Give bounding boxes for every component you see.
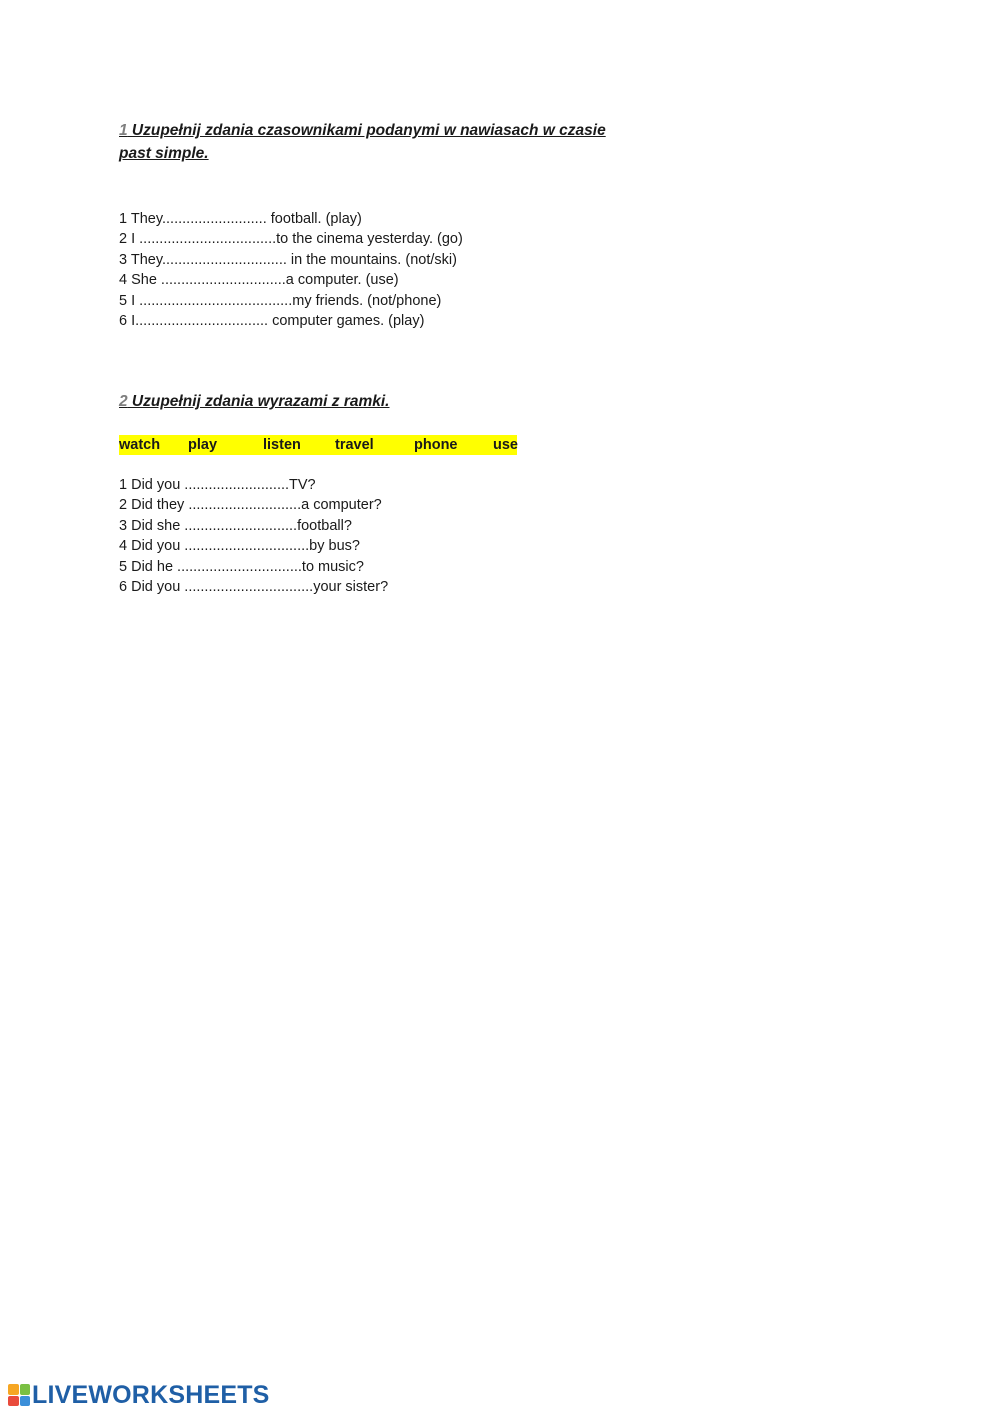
exercise-1-sentence: 4 She ...............................a computer. (use) (119, 272, 399, 289)
word-bank-item: travel (335, 437, 374, 453)
word-bank (119, 435, 517, 455)
exercise-2-number: 2 (119, 393, 128, 410)
liveworksheets-logo-icon (8, 1384, 30, 1406)
word-bank-item: phone (414, 437, 458, 453)
word-bank-item: watch (119, 437, 161, 453)
exercise-1-sentence: 5 I ......................................my friends. (not/phone) (119, 292, 442, 309)
exercise-1-number: 1 (119, 122, 128, 139)
word-bank-item: play (188, 437, 218, 453)
word-bank-item: use (493, 437, 518, 453)
exercise-2-sentence: 6 Did you ................................your sister? (119, 579, 389, 596)
exercise-2-sentence: 5 Did he ...............................to music? (119, 558, 364, 575)
exercise-1-sentence: 1 They.......................... football. (play) (119, 211, 362, 227)
exercise-1-title-line1: Uzupełnij zdania czasownikami podanymi w nawiasach w czasie (127, 122, 606, 139)
exercise-1-heading (119, 119, 639, 165)
liveworksheets-logo-text: LIVEWORKSHEETS (32, 1380, 270, 1409)
exercise-1-sentence: 6 I................................. computer games. (play) (119, 313, 425, 330)
exercise-1-sentence-list (119, 209, 463, 331)
exercise-2-sentence: 1 Did you ..........................TV? (119, 477, 316, 493)
exercise-1-sentence: 2 I ..................................to the cinema yesterday. (go) (119, 231, 463, 248)
exercise-2-sentence-list (119, 475, 388, 597)
exercise-2-title: Uzupełnij zdania wyrazami z ramki. (127, 393, 390, 410)
exercise-2-sentence: 2 Did they ............................a computer? (119, 497, 382, 514)
exercise-2-sentence: 3 Did she ............................football? (119, 517, 352, 534)
exercise-2-heading (119, 390, 389, 413)
exercise-1-title-line2: past simple. (119, 145, 209, 162)
word-bank-item: listen (263, 437, 301, 453)
exercise-2-sentence: 4 Did you ...............................by bus? (119, 538, 360, 555)
exercise-1-sentence: 3 They............................... in the mountains. (not/ski) (119, 251, 457, 268)
liveworksheets-logo (8, 1381, 270, 1409)
